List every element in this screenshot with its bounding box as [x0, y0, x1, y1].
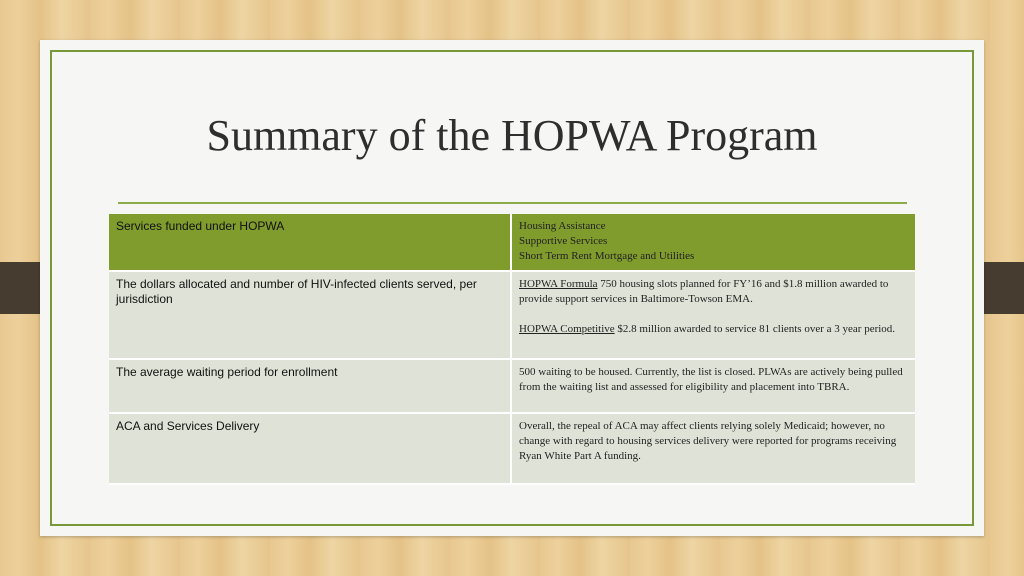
competitive-paragraph: [519, 322, 908, 337]
row-value: [511, 214, 915, 271]
service-line: Supportive Services: [519, 235, 608, 247]
competitive-text: $2.8 million awarded to service 81 clients over a 3 year period.: [617, 323, 896, 335]
row-label: The dollars allocated and number of HIV-infected clients served, per jurisdiction: [109, 271, 511, 359]
hopwa-formula-link[interactable]: HOPWA Formula: [519, 278, 598, 290]
table-row: [109, 413, 915, 484]
formula-paragraph: [519, 277, 908, 307]
summary-table: [109, 214, 915, 485]
table-row: [109, 359, 915, 413]
row-label: Services funded under HOPWA: [109, 214, 511, 271]
row-value: [511, 271, 915, 359]
row-value: Overall, the repeal of ACA may affect clients relying solely Medicaid; however, no change with regard to housing services delivery were reported for programs receiving Ryan White Part A funding.: [511, 413, 915, 484]
table-row: [109, 214, 915, 271]
formula-text: 750 housing slots planned for FY’16 and $1.8 million awarded to provide support services in Baltimore-Towson EMA.: [519, 278, 889, 305]
table-row: [109, 271, 915, 359]
row-value: 500 waiting to be housed. Currently, the list is closed. PLWAs are actively being pulled from the waiting list and assessed for eligibility and placement into TBRA.: [511, 359, 915, 413]
row-label: The average waiting period for enrollment: [109, 359, 511, 413]
slide: [40, 40, 984, 536]
hopwa-competitive-link[interactable]: HOPWA Competitive: [519, 323, 615, 335]
slide-title: Summary of the HOPWA Program: [206, 111, 818, 160]
service-line: Housing Assistance: [519, 220, 606, 232]
row-label: ACA and Services Delivery: [109, 413, 511, 484]
title-divider: [118, 202, 907, 204]
service-line: Short Term Rent Mortgage and Utilities: [519, 250, 695, 262]
